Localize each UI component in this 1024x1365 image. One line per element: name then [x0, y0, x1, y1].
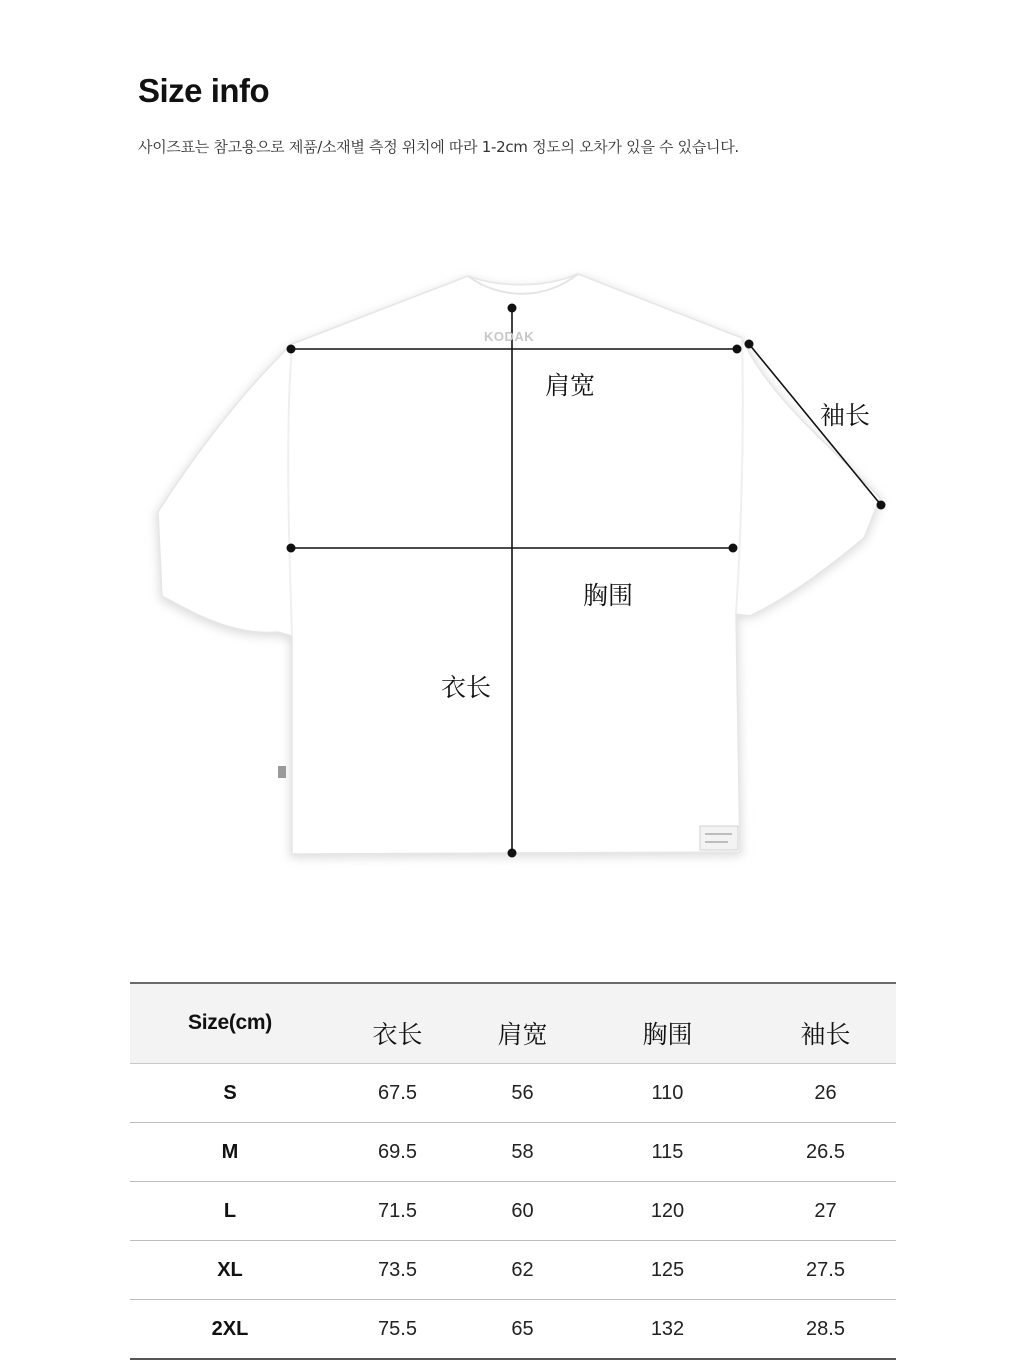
shoulder-value: 62 — [465, 1241, 580, 1300]
chest-value: 132 — [650, 1317, 685, 1340]
size-chart-table — [130, 982, 896, 1360]
page-title: Size info — [138, 72, 270, 109]
chest-label: 胸围 — [583, 581, 634, 610]
table-row — [130, 1123, 896, 1182]
shoulder-value: 60 — [465, 1182, 580, 1241]
chest-value: 125 — [580, 1241, 755, 1300]
table-header-row — [130, 983, 896, 1064]
shoulder-label: 肩宽 — [545, 371, 596, 400]
column-header-sleeve: 袖长 — [755, 983, 896, 1064]
size-disclaimer: 사이즈표는 참고용으로 제품/소재별 측정 위치에 따라 1-2cm 정도의 오차가 있을 수 있습니다. — [138, 138, 739, 156]
sleeve-value: 27.5 — [755, 1241, 896, 1300]
side-tag — [278, 766, 286, 778]
length-value: 67.5 — [330, 1064, 465, 1123]
table-row — [130, 1241, 896, 1300]
brand-logo: KODAK — [484, 329, 535, 344]
chest-value: 120 — [580, 1182, 755, 1241]
size-label: M — [130, 1123, 330, 1182]
tshirt-silhouette — [158, 274, 880, 854]
column-header-length: 衣长 — [330, 983, 465, 1064]
sleeve-label: 袖长 — [820, 401, 871, 430]
shoulder-value: 58 — [465, 1123, 580, 1182]
hem-tag — [700, 826, 738, 850]
column-header-shoulder: 肩宽 — [465, 983, 580, 1064]
size-label: S — [130, 1064, 330, 1123]
length-value: 75.5 — [378, 1317, 417, 1340]
size-label: L — [130, 1182, 330, 1241]
sleeve-value: 26 — [755, 1064, 896, 1123]
table-row — [130, 1064, 896, 1123]
length-value: 69.5 — [330, 1123, 465, 1182]
chest-value: 110 — [580, 1064, 755, 1123]
table-row — [130, 1182, 896, 1241]
sleeve-value: 27 — [755, 1182, 896, 1241]
length-value: 73.5 — [330, 1241, 465, 1300]
size-label: 2XL — [211, 1317, 249, 1340]
table-row — [130, 1300, 896, 1360]
length-value: 71.5 — [330, 1182, 465, 1241]
length-label: 衣长 — [441, 673, 492, 702]
chest-value: 115 — [580, 1123, 755, 1182]
column-header-size: Size(cm) — [130, 983, 330, 1064]
sleeve-value: 28.5 — [806, 1317, 845, 1340]
sleeve-value: 26.5 — [755, 1123, 896, 1182]
shoulder-value: 65 — [511, 1317, 534, 1340]
column-header-chest: 胸围 — [580, 983, 755, 1064]
shoulder-value: 56 — [465, 1064, 580, 1123]
size-label: XL — [130, 1241, 330, 1300]
